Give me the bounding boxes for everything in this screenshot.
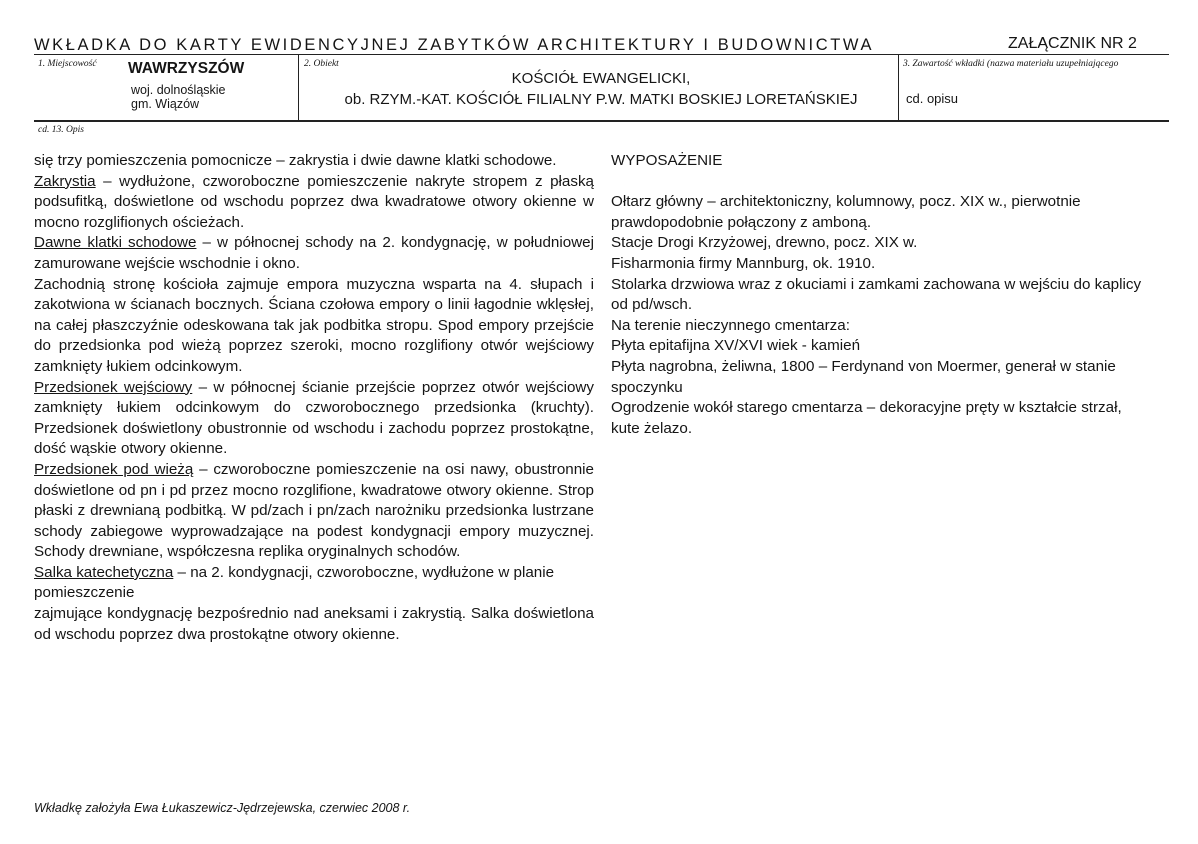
zakrystia-paragraph [34,172,594,234]
empora-paragraph [34,275,594,378]
furnishing-item: Ogrodzenie wokół starego cmentarza – dekoracyjne pręty w kształcie strzał, kute żelazo. [611,399,1122,437]
field-3-label: 3. Zawartość wkładki (nazwa materiału uzupełniającego [903,59,1119,69]
field-1-label: 1. Miejscowość [38,59,97,69]
przedsionek-pod-wieza-paragraph [34,460,594,563]
przedsionek-pod-wieza-title: Przedsionek pod wieżą [34,460,194,478]
header-divider-1 [298,55,299,121]
klatki-paragraph [34,233,594,274]
furnishing-item: Płyta nagrobna, żeliwna, 1800 – Ferdynand von Moermer, generał w stanie spoczynku [611,357,1116,396]
klatki-title: Dawne klatki schodowe [34,234,197,252]
heading-spacer [611,172,1153,193]
furnishing-item: Fisharmonia firmy Mannburg, ok. 1910. [611,254,876,272]
form-title: WKŁADKA DO KARTY EWIDENCYJNEJ ZABYTKÓW ARCHITEKTURY I BUDOWNICTWA [34,36,875,54]
furnishing-item: Stolarka drzwiowa wraz z okuciami i zamkami zachowana w wejściu do kaplicy od pd/wsch. [611,275,1142,314]
field-3-value: cd. opisu [906,91,959,106]
town-name: WAWRZYSZÓW [128,60,245,77]
intro-paragraph [34,151,594,172]
przedsionek-wejsciowy-title: Przedsionek wejściowy [34,378,193,396]
furnishing-item: Płyta epitafijna XV/XVI wiek - kamień [611,337,861,355]
furnishing-item: Na terenie nieczynnego cmentarza: [611,316,850,334]
object-name-line-1: KOŚCIÓŁ EWANGELICKI, [511,70,691,87]
description-column [34,151,594,645]
salka-continuation [34,604,594,645]
furnishings-heading: WYPOSAŻENIE [611,152,723,169]
field-2-label: 2. Obiekt [304,59,339,69]
header-bottom-rule [34,120,1169,122]
przedsionek-wejsciowy-text: – w północnej ścianie przejście poprzez otwór wejściowy zamknięty łukiem odcinkowym do czworobocznego przedsionka (kruchty). Przedsionek doświetlony obustronnie od wschodu i zachodu poprzez prostokątne, dość wąskie otwory okienne. [34,378,594,458]
header-top-rule [34,54,1169,55]
object-name-line-2: ob. RZYM.-KAT. KOŚCIÓŁ FILIALNY P.W. MATKI BOSKIEJ LORETAŃSKIEJ [344,91,858,108]
annex-number: ZAŁĄCZNIK NR 2 [1008,35,1137,52]
author-note: Wkładkę założyła Ewa Łukaszewicz-Jędrzejewska, czerwiec 2008 r. [34,801,411,815]
furnishing-item: Stacje Drogi Krzyżowej, drewno, pocz. XIX w. [611,234,918,252]
salka-title: Salka katechetyczna [34,563,174,581]
salka-paragraph [34,563,594,604]
salka-continuation-text: zajmujące kondygnację bezpośrednio nad aneksami i zakrystią. Salka doświetlona od wschodu poprzez dwa prostokątne otwory okienne. [34,605,594,643]
voivodeship: woj. dolnośląskie [131,83,226,97]
intro-text: się trzy pomieszczenia pomocnicze – zakrystia i dwie dawne klatki schodowe. [34,152,557,169]
furnishings-column [611,151,1153,439]
section-label: cd. 13. Opis [38,125,84,135]
commune: gm. Wiązów [131,97,200,111]
przedsionek-pod-wieza-text: – czworoboczne pomieszczenie na osi nawy, obustronnie doświetlone od pn i pd przez mocno rozglifione, kwadratowe otwory okienne. Strop płaski z drewnianą podbitką. W pd/zach i pn/zach narożniku przedsionka lustrzane schody zabiegowe wyprowadzające na podest kondygnacji empory muzycznej. Schody drewniane, współczesna replika oryginalnych schodów. [34,460,594,561]
salka-text: – na 2. kondygnacji, czworoboczne, wydłużone w planie pomieszczenie [34,563,555,602]
zakrystia-title: Zakrystia [34,172,96,190]
furnishing-item: Ołtarz główny – architektoniczny, kolumnowy, pocz. XIX w., pierwotnie prawdopodobnie połączony z amboną. [611,193,1081,231]
zakrystia-text: – wydłużone, czworoboczne pomieszczenie nakryte stropem z płaską podsufitką, doświetlone od wschodu poprzez dwa kwadratowe otwory okienne w mocno rozglifionych ościeżach. [34,172,594,231]
klatki-text: – w północnej schody na 2. kondygnację, w południowej zamurowane wejście wschodnie i okno. [34,234,594,272]
przedsionek-wejsciowy-paragraph [34,378,594,460]
header-divider-2 [898,55,899,121]
empora-text: Zachodnią stronę kościoła zajmuje empora muzyczna wsparta na 4. słupach i zakotwiona w ścianach bocznych. Ściana czołowa empory o linii łagodnie wklęsłej, na całej płaszczyźnie odeskowana tak jak podbitka stropu. Spod empory przejście do przedsionka pod wieżą poprzez szeroki, mocno rozglifiony otwór wejściowy zamknięty łukiem odcinkowym. [34,275,594,375]
